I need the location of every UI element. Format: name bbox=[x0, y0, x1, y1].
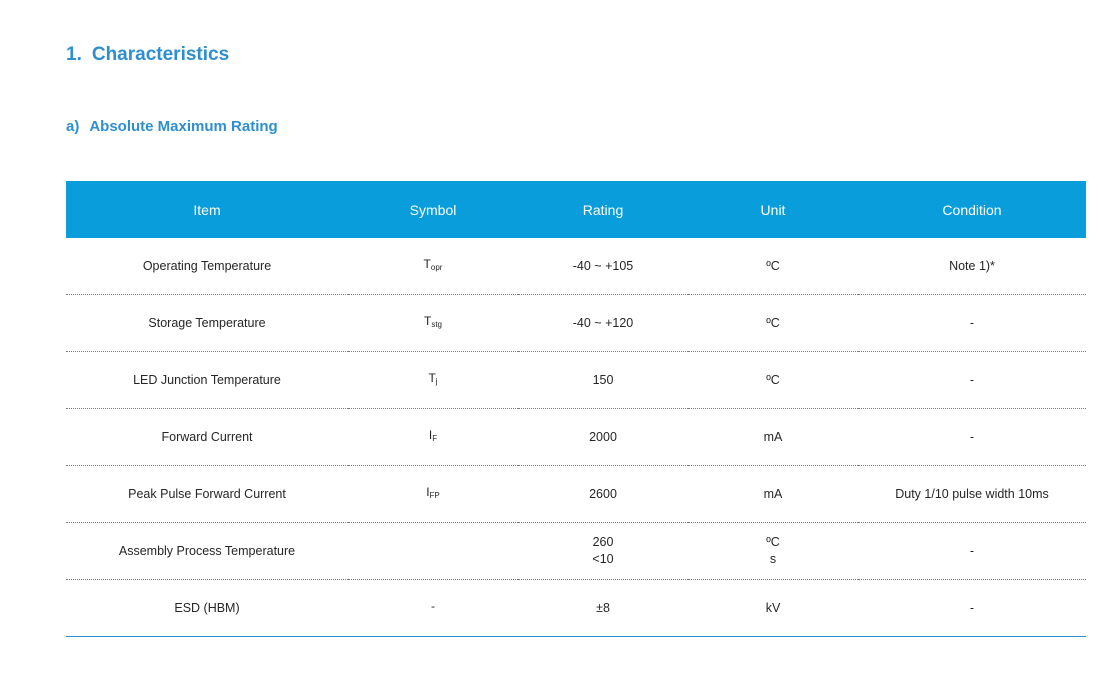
symbol-main: I bbox=[428, 428, 433, 442]
table-row bbox=[66, 409, 1086, 466]
table-row bbox=[66, 238, 1086, 295]
cell-unit: kV bbox=[688, 580, 858, 637]
table-row bbox=[66, 523, 1086, 580]
unit-line: s bbox=[769, 552, 777, 566]
cell-rating: -40 ~ +120 bbox=[518, 295, 688, 352]
rating-line: 260 bbox=[592, 535, 614, 549]
cell-condition: - bbox=[858, 580, 1086, 637]
cell-condition: - bbox=[858, 409, 1086, 466]
column-header-item: Item bbox=[66, 181, 348, 238]
cell-condition: - bbox=[858, 523, 1086, 580]
cell-symbol bbox=[348, 409, 518, 466]
cell-unit: ºC bbox=[688, 295, 858, 352]
table-row bbox=[66, 295, 1086, 352]
cell-rating bbox=[518, 523, 688, 580]
cell-item: Assembly Process Temperature bbox=[66, 523, 348, 580]
cell-item: Peak Pulse Forward Current bbox=[66, 466, 348, 523]
cell-symbol bbox=[348, 523, 518, 580]
cell-item: Storage Temperature bbox=[66, 295, 348, 352]
cell-item: LED Junction Temperature bbox=[66, 352, 348, 409]
cell-rating: ±8 bbox=[518, 580, 688, 637]
cell-symbol bbox=[348, 295, 518, 352]
cell-unit: mA bbox=[688, 409, 858, 466]
table-row bbox=[66, 352, 1086, 409]
symbol-main: T bbox=[428, 371, 436, 385]
cell-symbol bbox=[348, 466, 518, 523]
cell-unit: mA bbox=[688, 466, 858, 523]
table-header-row bbox=[66, 181, 1086, 238]
column-header-symbol: Symbol bbox=[348, 181, 518, 238]
column-header-unit: Unit bbox=[688, 181, 858, 238]
symbol-main: - bbox=[431, 599, 435, 613]
cell-condition: Note 1)* bbox=[858, 238, 1086, 295]
rating-line: <10 bbox=[592, 552, 614, 566]
cell-condition: - bbox=[858, 295, 1086, 352]
symbol-subscript: opr bbox=[430, 263, 443, 272]
subsection-number: a) bbox=[66, 118, 80, 135]
column-header-rating: Rating bbox=[518, 181, 688, 238]
cell-unit bbox=[688, 523, 858, 580]
symbol-subscript: j bbox=[435, 377, 438, 386]
symbol-subscript: F bbox=[432, 434, 438, 443]
cell-unit: ºC bbox=[688, 352, 858, 409]
unit-line: ºC bbox=[766, 535, 780, 549]
cell-rating: 2600 bbox=[518, 466, 688, 523]
cell-item: ESD (HBM) bbox=[66, 580, 348, 637]
absolute-maximum-rating-table bbox=[66, 181, 1086, 637]
cell-rating: 150 bbox=[518, 352, 688, 409]
symbol-subscript: stg bbox=[431, 320, 442, 329]
cell-symbol bbox=[348, 238, 518, 295]
cell-rating: 2000 bbox=[518, 409, 688, 466]
section-title: Characteristics bbox=[91, 44, 230, 65]
column-header-condition: Condition bbox=[858, 181, 1086, 238]
cell-condition: Duty 1/10 pulse width 10ms bbox=[858, 466, 1086, 523]
symbol-subscript: FP bbox=[429, 491, 440, 500]
symbol-main: T bbox=[423, 257, 431, 271]
symbol-main: T bbox=[423, 314, 432, 328]
section-heading bbox=[66, 44, 229, 66]
subsection-title: Absolute Maximum Rating bbox=[89, 118, 278, 135]
cell-unit: ºC bbox=[688, 238, 858, 295]
cell-rating: -40 ~ +105 bbox=[518, 238, 688, 295]
table-header bbox=[66, 181, 1086, 238]
table-row bbox=[66, 580, 1086, 637]
cell-symbol bbox=[348, 580, 518, 637]
cell-symbol bbox=[348, 352, 518, 409]
subsection-heading bbox=[66, 118, 278, 135]
cell-condition: - bbox=[858, 352, 1086, 409]
table-body bbox=[66, 238, 1086, 637]
cell-item: Operating Temperature bbox=[66, 238, 348, 295]
symbol-main: I bbox=[426, 485, 430, 499]
table-row bbox=[66, 466, 1086, 523]
cell-item: Forward Current bbox=[66, 409, 348, 466]
section-number: 1. bbox=[66, 44, 82, 65]
